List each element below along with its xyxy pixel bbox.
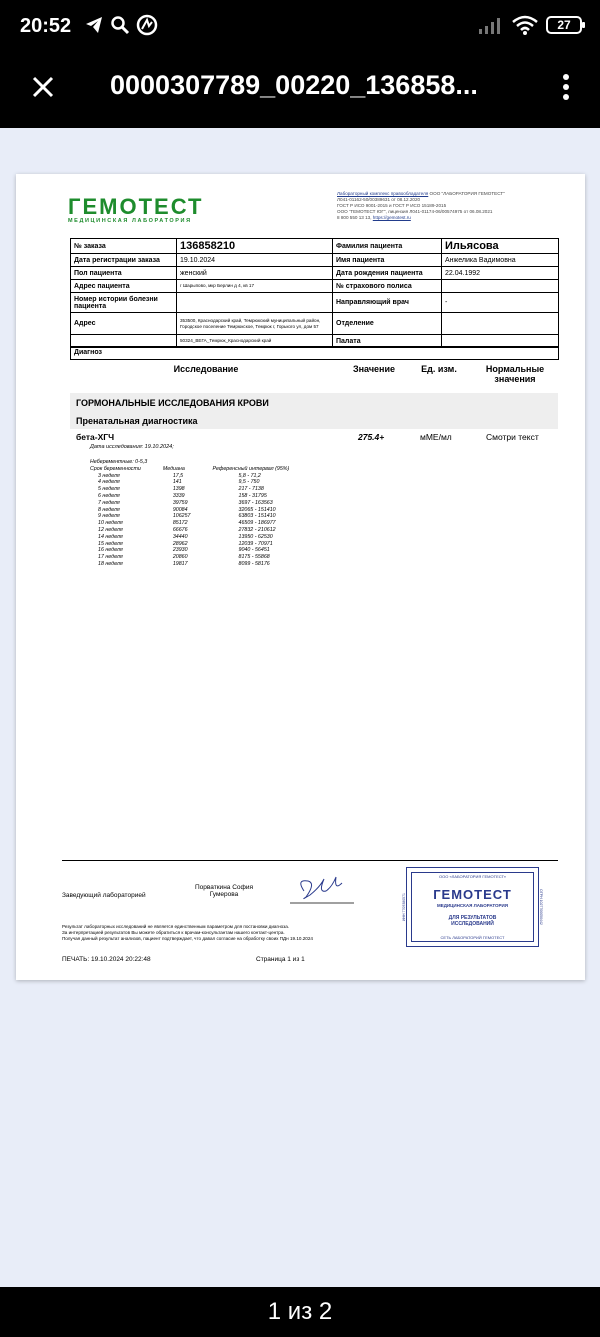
sex-label: Пол пациента (71, 267, 177, 280)
ward-label: Палата (333, 335, 442, 348)
ref-row (88, 561, 291, 568)
test-date: Дата исследования: 19.10.2024; (90, 444, 174, 450)
lastname-label: Фамилия пациента (333, 239, 442, 254)
diagnosis-row: Диагноз (70, 346, 559, 360)
disclaimer-line: Результат лабораторных исследований не является единственным параметром для постановки диагноза. (62, 924, 290, 929)
stamp-mid: ДЛЯ РЕЗУЛЬТАТОВ ИССЛЕДОВАНИЙ (448, 915, 497, 927)
department-value (442, 313, 559, 335)
accreditation-line: Л041-01162-50/00389631 от 08.12.2020 (337, 197, 421, 202)
doctor-label: Направляющий врач (333, 293, 442, 313)
accreditation-block (337, 191, 567, 221)
ref-cell: 8175 - 55868 (238, 554, 270, 561)
ref-cell: 17,5 (172, 472, 184, 479)
stamp-top: ООО «ЛАБОРАТОРИЯ ГЕМОТЕСТ» (439, 874, 506, 879)
ref-header: Срок беременности (90, 465, 141, 472)
test-name: бета-ХГЧ (76, 432, 115, 442)
reference-table (88, 459, 291, 568)
ref-row (88, 507, 291, 514)
ref-cell: 4 неделя (98, 479, 120, 486)
birth-value: 22.04.1992 (442, 267, 559, 280)
history-value (177, 293, 333, 313)
patient-address-label: Адрес пациента (71, 280, 177, 293)
ref-row (88, 527, 291, 534)
website-link[interactable]: https://gemotest.ru (372, 215, 411, 220)
test-unit: мМЕ/мл (420, 432, 452, 442)
ref-cell: 1398 (172, 486, 185, 493)
ref-cell: 32065 - 151410 (238, 506, 276, 513)
document-page (16, 174, 585, 980)
bottom-bar (0, 1287, 600, 1337)
ref-cell: 9 неделя (98, 513, 120, 520)
name-value: Анжелика Вадимовна (442, 254, 559, 267)
ref-cell: 15 неделя (98, 540, 123, 547)
stamp-sub: МЕДИЦИНСКАЯ ЛАБОРАТОРИЯ (436, 903, 509, 908)
gemotest-logo (68, 194, 203, 224)
name-label: Имя пациента (333, 254, 442, 267)
wifi-icon (512, 14, 538, 36)
stamp-left: ИНН 7709380571 (402, 892, 407, 922)
ref-cell: 158 - 31795 (238, 492, 267, 499)
head-label: Заведующий лабораторией (62, 892, 146, 899)
lastname-value: Ильясова (442, 239, 559, 254)
doctor-value: - (442, 293, 559, 313)
ref-cell: 10 неделя (98, 520, 123, 527)
ref-cell: 12 неделя (98, 526, 123, 533)
footer-divider (62, 860, 558, 861)
patient-address-value: г Шарыпово, мкр Берлин д 4, кв 17 (177, 280, 333, 293)
signature-image (286, 869, 358, 907)
ref-cell: 9040 - 56451 (238, 547, 270, 554)
ref-cell: 90084 (172, 506, 188, 513)
page-indicator: 1 из 2 (267, 1298, 333, 1325)
logo-main-text: ГЕМОТЕСТ (68, 194, 204, 219)
sex-value: женский (177, 267, 333, 280)
telegram-icon (84, 15, 104, 35)
ref-cell: 217 - 7138 (238, 486, 264, 493)
address-label: Адрес (71, 313, 177, 335)
ref-cell: 63803 - 151410 (238, 513, 276, 520)
ref-cell: 8 неделя (98, 506, 120, 513)
department-label: Отделение (333, 313, 442, 335)
ref-row (88, 513, 291, 520)
ref-cell: 16 неделя (98, 547, 123, 554)
history-label: Номер истории болезни пациента (71, 293, 177, 313)
app-notification-icon (136, 14, 158, 36)
ref-row (88, 547, 291, 554)
ref-cell: 19817 (172, 560, 188, 567)
ref-cell: 8099 - 58176 (238, 560, 270, 567)
page-number: Страница 1 из 1 (256, 956, 305, 963)
head-name: Порваткина София Гумерова (194, 884, 254, 898)
document-viewer[interactable] (0, 128, 600, 1287)
ref-cell: 17 неделя (98, 554, 123, 561)
ref-cell: 13950 - 62530 (238, 533, 273, 540)
print-date: ПЕЧАТЬ: 19.10.2024 20:22:48 (62, 956, 151, 963)
ref-header: Референсный интервал (95%) (212, 465, 290, 472)
policy-value (442, 280, 559, 293)
accreditation-org: ООО "ЛАБОРАТОРИЯ ГЕМОТЕСТ" (428, 191, 505, 196)
order-number: 136858210 (177, 239, 333, 254)
ref-cell: 7 неделя (98, 499, 120, 506)
status-time: 20:52 (20, 15, 72, 37)
ref-cell: 46509 - 186977 (238, 520, 276, 527)
close-icon[interactable] (26, 70, 60, 104)
ref-cell: 18 неделя (98, 560, 123, 567)
phone-text: 8 800 550 13 13, (337, 215, 373, 220)
order-label: № заказа (71, 239, 177, 254)
ref-cell: 39759 (172, 499, 188, 506)
ref-cell: 12039 - 70971 (238, 540, 273, 547)
ref-cell: 5,8 - 71,2 (238, 472, 261, 479)
ref-cell: 141 (172, 479, 182, 486)
column-header-unit: Ед. изм. (421, 364, 457, 374)
document-title: 0000307789_00220_136858... (110, 70, 478, 100)
ref-cell: 3697 - 163563 (238, 499, 273, 506)
search-icon (110, 15, 130, 35)
stamp-right: ОГРН 1027700050442 (539, 889, 544, 925)
laboratory-stamp (402, 867, 544, 947)
section-title: ГОРМОНАЛЬНЫЕ ИССЛЕДОВАНИЯ КРОВИ (76, 398, 269, 408)
status-bar (0, 0, 600, 56)
ref-row (88, 541, 291, 548)
reg-date-value: 19.10.2024 (177, 254, 333, 267)
ref-cell: 3 неделя (98, 472, 120, 479)
address-value: 353500, Краснодарский край, Темрюкский муниципальный район, Городское поселение Темрюкское, Темрюк г, Горького ул, дом 57 (177, 313, 333, 335)
ref-cell: 66676 (172, 526, 188, 533)
ref-row (88, 500, 291, 507)
disclaimer-line: Получая данный результат анализов, пациент подтверждает, что давал согласие на обработку своих ПДн 19.10.2024 (62, 935, 313, 941)
ref-title: Неберементные: 0-5,3 (90, 459, 148, 465)
column-header-research: Исследование (173, 364, 239, 374)
reg-date-label: Дата регистрации заказа (71, 254, 177, 267)
ref-cell: 5 неделя (98, 486, 120, 493)
ref-header: Медиана (162, 465, 185, 472)
test-value: 275.4+ (358, 432, 385, 442)
battery-indicator: 27 (546, 16, 582, 34)
ref-row (88, 534, 291, 541)
ref-row (88, 554, 291, 561)
stamp-name: ГЕМОТЕСТ (433, 887, 512, 902)
ref-cell: 14 неделя (98, 533, 123, 540)
more-options-icon[interactable] (556, 70, 576, 104)
ref-row (88, 493, 291, 500)
accreditation-line: ГОСТ Р ИСО 9001-2015 и ГОСТ Р ИСО 15189-2015 (337, 203, 447, 208)
ref-cell: 106257 (172, 513, 191, 520)
ref-cell: 20860 (172, 554, 188, 561)
section-band (70, 393, 558, 429)
ref-cell: 9,5 - 750 (238, 479, 260, 486)
ref-cell: 23930 (172, 547, 188, 554)
app-bar (0, 56, 600, 128)
ref-row (88, 486, 291, 493)
ref-cell: 34440 (172, 533, 188, 540)
subsection-title: Пренатальная диагностика (76, 416, 198, 426)
policy-label: № страхового полиса (333, 280, 442, 293)
ref-cell: 6 неделя (98, 492, 120, 499)
logo-sub-text: МЕДИЦИНСКАЯ ЛАБОРАТОРИЯ (68, 218, 192, 224)
ref-row (88, 473, 291, 480)
signal-icon (478, 15, 504, 35)
test-norm: Смотри текст (486, 432, 539, 442)
patient-info-table (70, 238, 559, 348)
column-header-value: Значение (352, 364, 396, 374)
ref-cell: 27832 - 210612 (238, 526, 276, 533)
disclaimer-line: За интерпретацией результатов Вы можете обратиться к врачам-консультантам нашего контакт-центра. (62, 929, 285, 935)
ref-row (88, 479, 291, 486)
disclaimer (62, 924, 402, 941)
ref-cell: 85172 (172, 520, 188, 527)
birth-label: Дата рождения пациента (333, 267, 442, 280)
accreditation-link[interactable]: Лабораторный комплекс правообладателя (337, 191, 429, 196)
ref-cell: 28962 (172, 540, 188, 547)
ref-cell: 3339 (172, 492, 185, 499)
column-header-norm: Нормальные значения (485, 364, 545, 384)
ref-row (88, 520, 291, 527)
accreditation-line: ООО "ГЕМОТЕСТ ЮГ", лицензия Л041-01174-06/00574975 от 06.08.2021 (337, 209, 493, 214)
office-value: 50324_ВЕГА_Темрюк_Краснодарский край (177, 335, 333, 348)
stamp-bottom: СЕТЬ ЛАБОРАТОРИЙ ГЕМОТЕСТ (440, 935, 505, 940)
